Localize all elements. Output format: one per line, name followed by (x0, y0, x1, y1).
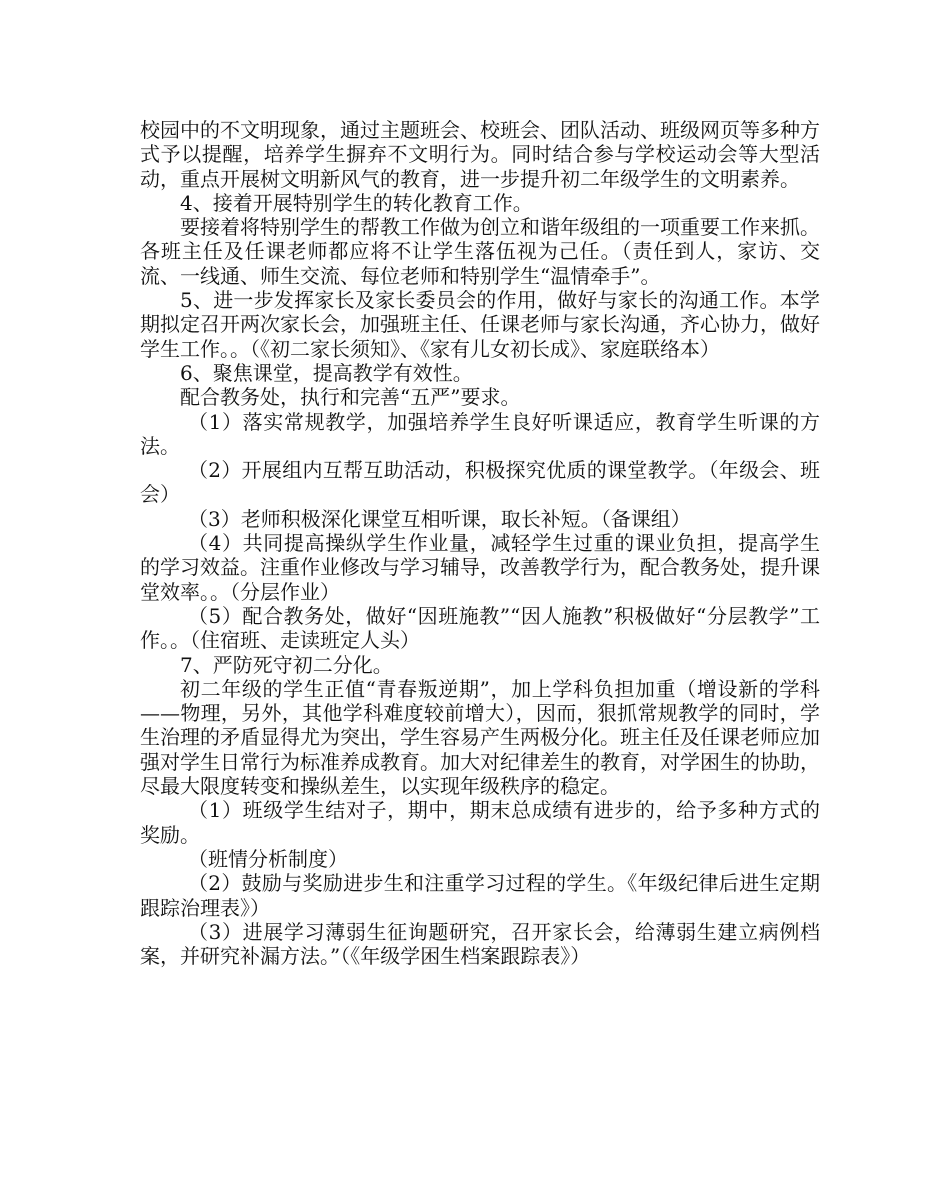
section-heading: 5、进一步发挥家长及家长委员会的作用，做好与家长的沟通工作。本学期拟定召开两次家长会，加强班主任、任课老师与家长沟通，齐心协力，做好学生工作。。（《初二家长须知》、《家有儿女初长成》、家庭联络本） (140, 288, 820, 361)
paragraph: 初二年级的学生正值“青春叛逆期”，加上学科负担加重（增设新的学科——物理，另外，其他学科难度较前增大），因而，狠抓常规教学的同时，学生治理的矛盾显得尤为突出，学生容易产生两极分化。班主任及任课老师应加强对学生日常行为标准养成教育。加大对纪律差生的教育，对学困生的协助，尽最大限度转变和操纵差生，以实现年级秩序的稳定。 (140, 676, 820, 799)
section-heading: 4、接着开展特别学生的转化教育工作。 (180, 190, 533, 215)
paragraph: 配合教务处，执行和完善“五严”要求。 (180, 385, 521, 410)
list-item: （2）鼓励与奖励进步生和注重学习过程的学生。《年级纪律后进生定期跟踪治理表》） (140, 871, 820, 920)
list-item: （3）进展学习薄弱生征询题研究，召开家长会，给薄弱生建立病例档案，并研究补漏方法。”（《年级学困生档案跟踪表》） (140, 919, 820, 969)
list-item: （5）配合教务处，做好“因班施教”“因人施教”积极做好“分层教学”工作。。（住宿班、走读班定人头） (140, 603, 820, 653)
paragraph: 校园中的不文明现象，通过主题班会、校班会、团队活动、班级网页等多种方式予以提醒，培养学生摒弃不文明行为。同时结合参与学校运动会等大型活动，重点开展树文明新风气的教育，进一步提升初二年级学生的文明素养。 (140, 118, 820, 191)
list-item: （1）落实常规教学，加强培养学生良好听课适应，教育学生听课的方法。 (140, 409, 820, 458)
section-heading: 6、聚焦课堂，提高教学有效性。 (180, 360, 473, 385)
list-item: （班情分析制度） (188, 846, 348, 871)
list-item: （4）共同提高操纵学生作业量，减轻学生过重的课业负担，提高学生的学习效益。注重作业修改与学习辅导，改善教学行为，配合教务处，提升课堂效率。。（分层作业） (140, 531, 820, 604)
paragraph: 要接着将特别学生的帮教工作做为创立和谐年级组的一项重要工作来抓。各班主任及任课老师都应将不让学生落伍视为己任。（责任到人，家访、交流、一线通、师生交流、每位老师和特别学生“温情牵手”。 (140, 215, 820, 288)
document-body (140, 118, 820, 968)
list-item: （2）开展组内互帮互助活动，积极探究优质的课堂教学。（年级会、班会） (140, 458, 820, 507)
list-item: （3）老师积极深化课堂互相听课，取长补短。（备课组） (188, 506, 691, 531)
section-heading: 7、严防死守初二分化。 (180, 652, 393, 677)
list-item: （1）班级学生结对子，期中，期末总成绩有进步的，给予多种方式的奖励。 (140, 798, 820, 847)
